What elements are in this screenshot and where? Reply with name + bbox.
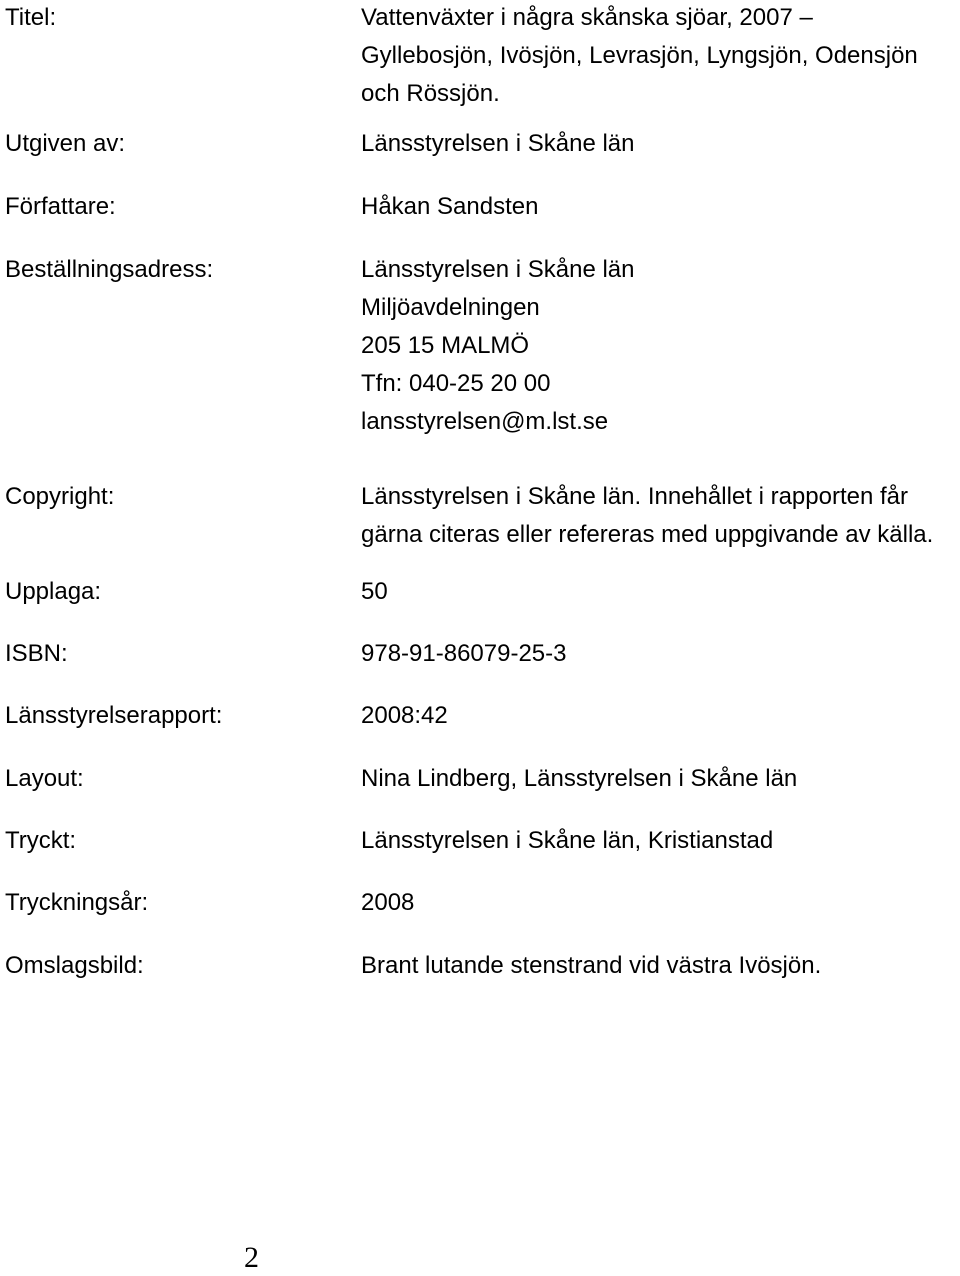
omslagsbild-line-1: Brant lutande stenstrand vid västra Ivösjön. <box>361 952 822 979</box>
adress-line-1: Länsstyrelsen i Skåne län <box>361 256 635 283</box>
copyright-line-1: Länsstyrelsen i Skåne län. Innehållet i rapporten får <box>361 483 908 510</box>
titel-line-3: och Rössjön. <box>361 80 500 107</box>
titel-line-2: Gyllebosjön, Ivösjön, Levrasjön, Lyngsjön, Odensjön <box>361 42 918 69</box>
tryckningsar-line-1: 2008 <box>361 889 415 916</box>
field-value-tryckningsar <box>361 884 960 922</box>
field-label-tryckningsar: Tryckningsår: <box>5 889 149 916</box>
field-label-layout: Layout: <box>5 765 84 792</box>
field-value-forfattare <box>361 188 960 226</box>
field-value-layout <box>361 760 960 798</box>
field-value-bestallningsadress <box>361 251 960 441</box>
copyright-line-2: gärna citeras eller refereras med uppgivande av källa. <box>361 521 934 548</box>
adress-line-3: 205 15 MALMÖ <box>361 332 530 359</box>
adress-line-2: Miljöavdelningen <box>361 294 540 321</box>
field-value-omslagsbild <box>361 947 960 985</box>
isbn-line-1: 978-91-86079-25-3 <box>361 640 567 667</box>
field-value-tryckt <box>361 822 960 860</box>
forfattare-line-1: Håkan Sandsten <box>361 193 539 220</box>
titel-line-1: Vattenväxter i några skånska sjöar, 2007 – <box>361 4 813 31</box>
field-label-bestallningsadress: Beställningsadress: <box>5 256 214 283</box>
field-label-omslagsbild: Omslagsbild: <box>5 952 144 979</box>
field-label-titel: Titel: <box>5 4 57 31</box>
field-value-rapport <box>361 697 960 735</box>
adress-phone: Tfn: 040-25 20 00 <box>361 370 551 397</box>
adress-email: lansstyrelsen@m.lst.se <box>361 408 609 435</box>
rapport-line-1: 2008:42 <box>361 702 448 729</box>
field-value-titel <box>361 0 960 113</box>
field-value-isbn <box>361 635 960 673</box>
field-value-copyright <box>361 478 960 554</box>
field-value-utgiven <box>361 125 960 163</box>
field-label-isbn: ISBN: <box>5 640 68 667</box>
upplaga-line-1: 50 <box>361 578 388 605</box>
field-label-utgiven: Utgiven av: <box>5 130 126 157</box>
utgiven-line-1: Länsstyrelsen i Skåne län <box>361 130 635 157</box>
field-label-rapport: Länsstyrelserapport: <box>5 702 223 729</box>
tryckt-line-1: Länsstyrelsen i Skåne län, Kristianstad <box>361 827 774 854</box>
field-value-upplaga <box>361 573 960 611</box>
field-label-copyright: Copyright: <box>5 483 115 510</box>
field-label-upplaga: Upplaga: <box>5 578 102 605</box>
page-number: 2 <box>244 1241 259 1274</box>
layout-line-1: Nina Lindberg, Länsstyrelsen i Skåne län <box>361 765 798 792</box>
field-label-tryckt: Tryckt: <box>5 827 77 854</box>
field-label-forfattare: Författare: <box>5 193 116 220</box>
